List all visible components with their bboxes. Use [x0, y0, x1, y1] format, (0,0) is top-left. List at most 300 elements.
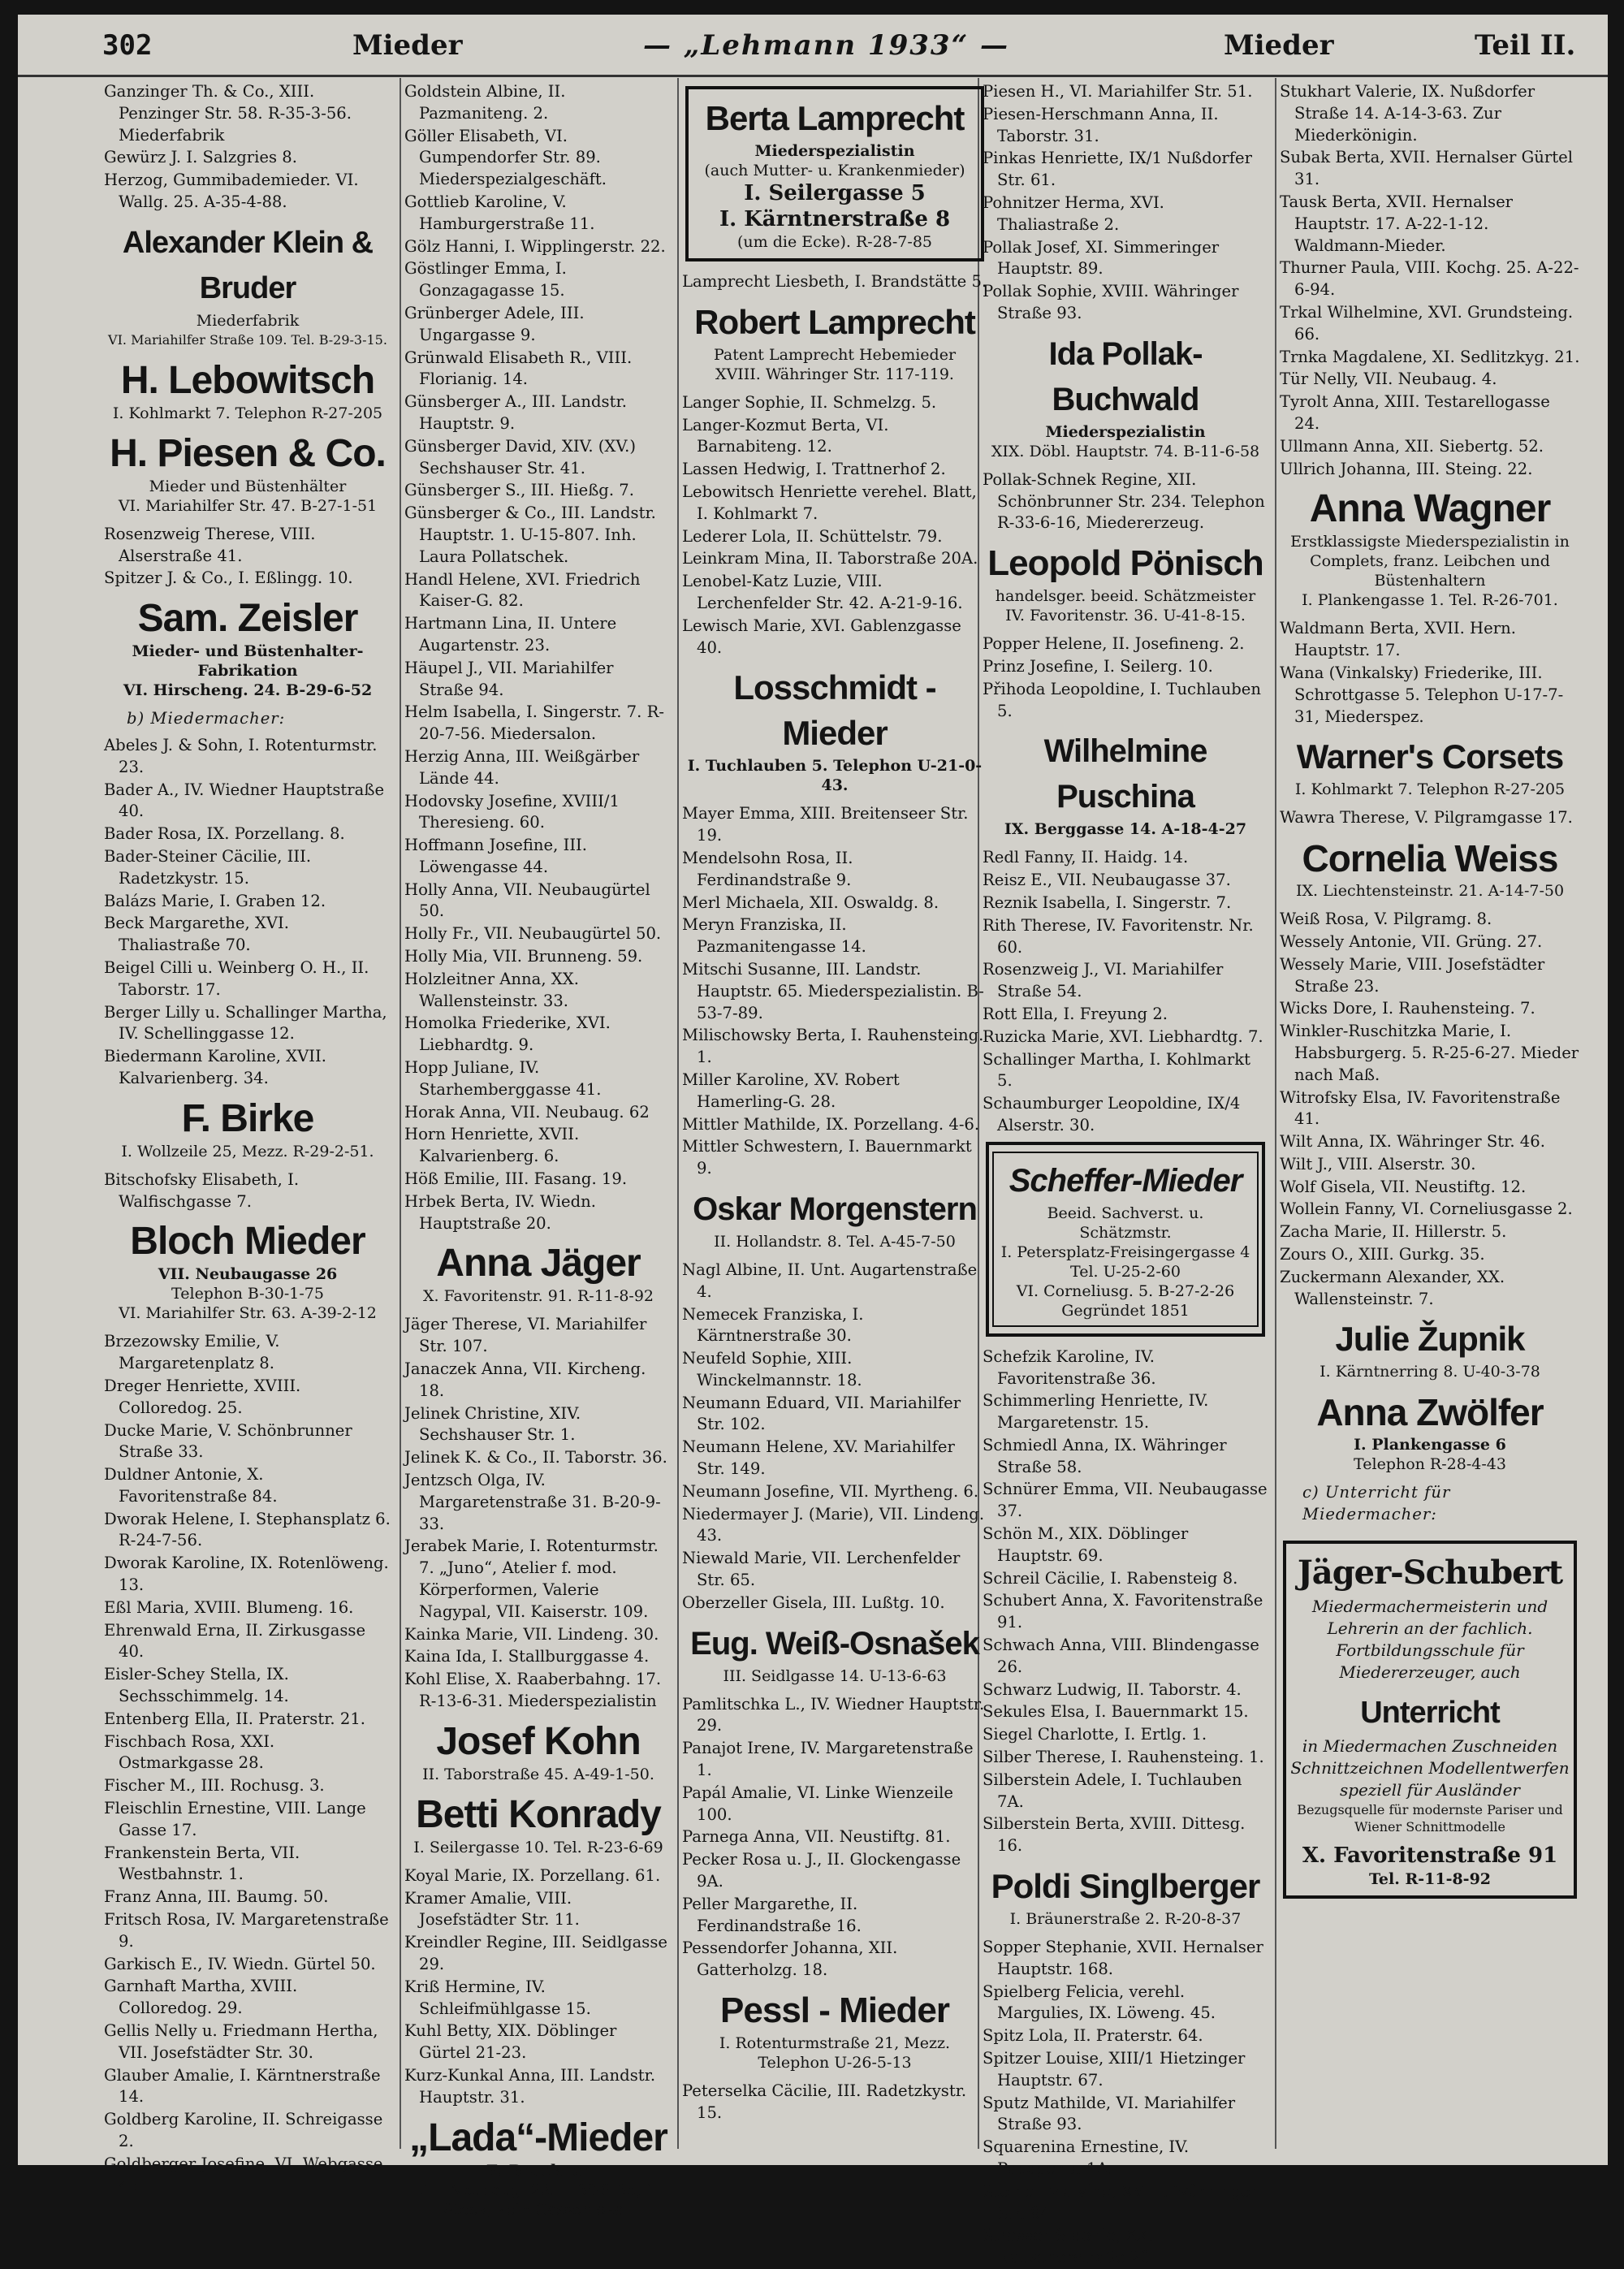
- advert-name: Cornelia Weiss: [1302, 837, 1558, 880]
- entry: Kuhl Betty, XIX. Döblinger Gürtel 21-23.: [404, 2021, 617, 2063]
- entry: Berger Lilly u. Schallinger Martha, IV. Schellinggasse 12.: [104, 1002, 387, 1044]
- advert-line: I. Petersplatz-Freisingergasse 4: [1000, 1243, 1250, 1261]
- entry: Garkisch E., IV. Wiedn. Gürtel 50.: [104, 1954, 376, 1973]
- advert: [1280, 486, 1580, 610]
- entry: Spitzer Louise, XIII/1 Hietzinger Hauptstr. 67.: [983, 2049, 1246, 2090]
- advert-line: III. Seidlgasse 14. U-13-6-63: [723, 1666, 947, 1685]
- entry: Horak Anna, VII. Neubaug. 62: [404, 1102, 650, 1122]
- advert-line: X. Favoritenstraße 91: [1302, 1843, 1558, 1869]
- entry: Neumann Helene, XV. Mariahilfer Str. 149.: [682, 1437, 955, 1479]
- entry: Hopp Juliane, IV. Starhemberggasse 41.: [404, 1058, 602, 1099]
- advert-line: handelsger. beeid. Schätzmeister: [995, 587, 1256, 606]
- entry: Schmiedl Anna, IX. Währinger Straße 58.: [983, 1435, 1227, 1476]
- entry: Zacha Marie, II. Hillerstr. 5.: [1280, 1222, 1507, 1242]
- advert: [104, 596, 391, 700]
- advert: [682, 300, 987, 384]
- advert-name: H. Lebowitsch: [120, 358, 375, 402]
- entry: Franz Anna, III. Baumg. 50.: [104, 1887, 329, 1907]
- column-1: [104, 81, 391, 2195]
- entry: Schimmerling Henriette, IV. Margaretenstr. 15.: [983, 1391, 1209, 1433]
- column-rule: [677, 78, 679, 2149]
- advert: [1280, 1389, 1580, 1474]
- entry: Nemecek Franziska, I. Kärntnerstraße 30.: [682, 1304, 864, 1346]
- advert: [983, 331, 1268, 461]
- entry: Pessendorfer Johanna, XII. Gatterholzg. 18.: [682, 1938, 898, 1980]
- entry: Kriß Hermine, IV. Schleifmühlgasse 15.: [404, 1977, 591, 2018]
- entry: Herzig Anna, III. Weißgärber Lände 44.: [404, 746, 640, 788]
- entry: Trnka Magdalene, XI. Sedlitzkyg. 21.: [1280, 347, 1580, 366]
- entry: Pinkas Henriette, IX/1 Nußdorfer Str. 61.: [983, 149, 1252, 190]
- entry: Holly Fr., VII. Neubaugürtel 50.: [404, 924, 662, 944]
- column-2: [404, 81, 672, 2219]
- advert-line: I. Tuchlauben 5. Telephon U-21-0-43.: [687, 757, 983, 795]
- advert-line: Telephon R-28-4-43: [1354, 1455, 1506, 1474]
- entry: Schubert Anna, X. Favoritenstraße 91.: [983, 1591, 1263, 1632]
- advert: [983, 1864, 1268, 1929]
- advert-name: Betti Konrady: [416, 1792, 661, 1836]
- advert-line: Miedermachermeisterin und Lehrerin an der fachlich. Fortbildungsschule für Miedererzeuger, auch: [1311, 1597, 1548, 1683]
- entry: Günsberger A., III. Landstr. Hauptstr. 9.: [404, 392, 627, 433]
- entry: Schaumburger Leopoldine, IX/4 Alserstr. 30.: [983, 1094, 1241, 1134]
- entry: Jäger Therese, VI. Mariahilfer Str. 107.: [404, 1315, 647, 1356]
- entry: Přihoda Leopoldine, I. Tuchlauben 5.: [983, 679, 1261, 720]
- entry: Schwarz Ludwig, II. Taborstr. 4.: [983, 1679, 1242, 1699]
- advert-line: IX. Berggasse 14. A-18-4-27: [1004, 820, 1247, 839]
- entry: Weiß Rosa, V. Pilgramg. 8.: [1280, 910, 1492, 929]
- entry: Redl Fanny, II. Haidg. 14.: [983, 848, 1189, 867]
- entry: Lenobel-Katz Luzie, VIII. Lerchenfelder Str. 42. A-21-9-16.: [682, 572, 963, 612]
- advert: [1280, 836, 1580, 901]
- entry: Rosenzweig Therese, VIII. Alserstraße 41.: [104, 524, 316, 565]
- entry: Abeles J. & Sohn, I. Rotenturmstr. 23.: [104, 735, 378, 776]
- entry: Hartmann Lina, II. Untere Augartenstr. 23.: [404, 614, 617, 655]
- advert-name: „Lada“-Mieder: [409, 2116, 667, 2159]
- advert-name: Sam. Zeisler: [137, 597, 358, 641]
- entry: Gottlieb Karoline, V. Hamburgerstraße 11.: [404, 192, 595, 233]
- entry: Subak Berta, XVII. Hernalser Gürtel 31.: [1280, 148, 1574, 189]
- entry: Neufeld Sophie, XIII. Winckelmannstr. 18.: [682, 1349, 862, 1389]
- entry: Wawra Therese, V. Pilgramgasse 17.: [1280, 808, 1573, 828]
- subsection-heading: c) Unterricht für Miedermacher:: [1302, 1483, 1451, 1524]
- entry: Jentzsch Olga, IV. Margaretenstraße 31. B-20-9-33.: [404, 1471, 661, 1533]
- entry: Pollak Sophie, XVIII. Währinger Straße 93.: [983, 282, 1239, 322]
- entry: Schwach Anna, VIII. Blindengasse 26.: [983, 1636, 1259, 1676]
- advert: [104, 358, 391, 423]
- entry: Niedermayer J. (Marie), VII. Lindeng. 43.: [682, 1504, 985, 1545]
- entry: Thurner Paula, VIII. Kochg. 25. A-22-6-94.: [1280, 258, 1579, 300]
- entry: Gölz Hanni, I. Wipplingerstr. 22.: [404, 236, 666, 256]
- advert-line: IX. Liechtensteinstr. 21. A-14-7-50: [1295, 882, 1565, 901]
- entry: Meryn Franziska, II. Pazmanitengasse 14.: [682, 915, 866, 957]
- advert: [992, 1152, 1259, 1327]
- advert-line: VI. Mariahilfer Straße 109. Tel. B-29-3-15.: [108, 331, 387, 348]
- entry: Popper Helene, II. Josefineng. 2.: [983, 634, 1245, 654]
- entry: Fleischlin Ernestine, VIII. Lange Gasse 17.: [104, 1799, 366, 1839]
- advert-line: Tel. U-25-2-60: [1070, 1262, 1181, 1281]
- advert-line: in Miedermachen Zuschneiden Schnittzeichnen Modellentwerfen speziell für Ausländer: [1290, 1736, 1570, 1800]
- entry: Parnega Anna, VII. Neustiftg. 81.: [682, 1827, 951, 1847]
- advert-line: Bezugsquelle für modernste Pariser und Wiener Schnittmodelle: [1297, 1802, 1563, 1835]
- entry: Häupel J., VII. Mariahilfer Straße 94.: [404, 658, 614, 699]
- section-label-left: Mieder: [352, 29, 463, 62]
- advert-line: I. Kärntnerstraße 8: [719, 207, 951, 231]
- entry: Glauber Amalie, I. Kärntnerstraße 14.: [104, 2065, 381, 2107]
- entry: Papál Amalie, VI. Linke Wienzeile 100.: [682, 1783, 953, 1824]
- advert-name: Josef Kohn: [436, 1719, 641, 1763]
- advert-name: Wilhelmine Puschina: [1043, 733, 1207, 815]
- entry: Tür Nelly, VII. Neubaug. 4.: [1280, 370, 1497, 389]
- entry: Goldberg Karoline, II. Schreigasse 2.: [104, 2110, 383, 2150]
- entry: Tyrolt Anna, XIII. Testarellogasse 24.: [1280, 392, 1550, 433]
- advert-line: X. Favoritenstr. 91. R-11-8-92: [423, 1287, 654, 1306]
- advert: [682, 1186, 987, 1251]
- advert-line: I. Kohlmarkt 7. Telephon R-27-205: [1294, 780, 1566, 799]
- entry: Wana (Vinkalsky) Friederike, III. Schrottgasse 5. Telephon U-17-7-31, Miederspez.: [1280, 663, 1564, 726]
- entry: Merl Michaela, XII. Oswaldg. 8.: [682, 892, 939, 912]
- advert: [104, 1219, 391, 1323]
- entry: Schallinger Martha, I. Kohlmarkt 5.: [983, 1049, 1250, 1091]
- entry: Lebowitsch Henriette verehel. Blatt, I. Kohlmarkt 7.: [682, 482, 977, 523]
- advert-line: I. Bräunerstraße 2. R-20-8-37: [1009, 1910, 1242, 1929]
- entry: Eßl Maria, XVIII. Blumeng. 16.: [104, 1597, 354, 1617]
- entry: Gewürz J. I. Salzgries 8.: [104, 148, 297, 167]
- entry: Trkal Wilhelmine, XVI. Grundsteing. 66.: [1280, 302, 1574, 344]
- entry: Ehrenwald Erna, II. Zirkusgasse 40.: [104, 1620, 366, 1662]
- entry: Witrofsky Elsa, IV. Favoritenstraße 41.: [1280, 1087, 1561, 1129]
- advert-line: Unterricht: [1360, 1696, 1500, 1731]
- entry: Ganzinger Th. & Co., XIII. Penzinger Str. 58. R-35-3-56. Miederfabrik: [104, 82, 352, 145]
- entry: Jelinek K. & Co., II. Taborstr. 36.: [404, 1448, 667, 1467]
- entry: Kurz-Kunkal Anna, III. Landstr. Hauptstr. 31.: [404, 2065, 656, 2107]
- entry: Grünberger Adele, III. Ungargasse 9.: [404, 303, 585, 344]
- entry: Sekules Elsa, I. Bauernmarkt 15.: [983, 1702, 1249, 1722]
- entry: Lederer Lola, II. Schüttelstr. 79.: [682, 526, 943, 546]
- advert-line: I. Wollzeile 25, Mezz. R-29-2-51.: [121, 1142, 374, 1160]
- entry: Schefzik Karoline, IV. Favoritenstraße 36.: [983, 1346, 1156, 1388]
- advert: [1280, 1316, 1580, 1381]
- part-label: Teil II.: [1475, 29, 1576, 62]
- entry: Piesen-Herschmann Anna, II. Taborstr. 31.: [983, 104, 1219, 145]
- entry: Waldmann Berta, XVII. Hern. Hauptstr. 17.: [1280, 619, 1516, 660]
- entry: Siegel Charlotte, I. Ertlg. 1.: [983, 1725, 1207, 1744]
- entry: Kainka Marie, VII. Lindeng. 30.: [404, 1624, 659, 1644]
- entry: Mayer Emma, XIII. Breitenseer Str. 19.: [682, 804, 969, 845]
- entry: Beigel Cilli u. Weinberg O. H., II. Taborstr. 17.: [104, 957, 369, 999]
- entry: Dreger Henriette, XVIII. Colloredog. 25.: [104, 1376, 301, 1417]
- advert-line: I. Seilergasse 10. Tel. R-23-6-69: [413, 1838, 663, 1856]
- entry: Holly Mia, VII. Brunneng. 59.: [404, 947, 643, 966]
- advert-line: II. Taborstraße 45. A-49-1-50.: [422, 1765, 654, 1783]
- entry: Biedermann Karoline, XVII. Kalvarienberg. 34.: [104, 1047, 326, 1087]
- entry: Lewisch Marie, XVI. Gablenzgasse 40.: [682, 616, 961, 657]
- entry: Mittler Mathilde, IX. Porzellang. 4-6.: [682, 1114, 980, 1134]
- entry: Schreil Cäcilie, I. Rabensteig 8.: [983, 1568, 1238, 1588]
- advert-line: Beeid. Sachverst. u. Schätzmstr.: [1047, 1204, 1204, 1242]
- advert-name: F. Birke: [181, 1096, 314, 1140]
- advert: [104, 1096, 391, 1161]
- entry: Tausk Berta, XVII. Hernalser Hauptstr. 17. A-22-1-12. Waldmann-Mieder.: [1280, 192, 1514, 255]
- advert-line: I. Kohlmarkt 7. Telephon R-27-205: [112, 404, 383, 422]
- advert-name: Robert Lamprecht: [694, 302, 975, 341]
- advert-line: VII. Neubaug. 28. B-30-8-35, 1. Stock, kein Gassenlokal.: [416, 2180, 661, 2219]
- column-5: [1280, 81, 1580, 2148]
- entry: Günsberger S., III. Hießg. 7.: [404, 481, 634, 500]
- entry: Mittler Schwestern, I. Bauernmarkt 9.: [682, 1137, 972, 1178]
- entry: Frankenstein Berta, VII. Westbahnstr. 1.: [104, 1843, 300, 1884]
- advert-line: Miederfabrik: [196, 311, 300, 330]
- entry: Duldner Antonie, X. Favoritenstraße 84.: [104, 1465, 278, 1506]
- advert: [404, 1719, 672, 1784]
- advert: [404, 2116, 672, 2219]
- entry: Jerabek Marie, I. Rotenturmstr. 7. „Juno“, Atelier f. mod. Körperformen, Valerie Nagypal, VII. Kaiserstr. 109.: [404, 1536, 659, 1621]
- entry: Ruzicka Marie, XVI. Liebhardtg. 7.: [983, 1026, 1263, 1046]
- advert-name: Pessl - Mieder: [720, 1990, 949, 2031]
- entry: Eisler-Schey Stella, IX. Sechsschimmelg. 14.: [104, 1665, 289, 1706]
- entry: Zours O., XIII. Gurkg. 35.: [1280, 1245, 1485, 1264]
- entry: Stukhart Valerie, IX. Nußdorfer Straße 14. A-14-3-63. Zur Miederkönigin.: [1280, 82, 1535, 145]
- entry: Kramer Amalie, VIII. Josefstädter Str. 11.: [404, 1888, 580, 1930]
- entry: Leinkram Mina, II. Taborstraße 20A.: [682, 549, 978, 568]
- entry: Fischer M., III. Rochusg. 3.: [104, 1776, 325, 1796]
- advert-line: Mieder und Büstenhälter: [149, 477, 347, 495]
- entry: Holzleitner Anna, XX. Wallensteinstr. 33.: [404, 969, 579, 1010]
- advert-name: Eug. Weiß-Osnašek: [690, 1625, 979, 1662]
- advert-name: Warner's Corsets: [1296, 737, 1564, 776]
- entry: Neumann Eduard, VII. Mariahilfer Str. 102.: [682, 1393, 961, 1434]
- advert: [1289, 1550, 1570, 1889]
- section-label-right: Mieder: [1224, 29, 1334, 62]
- entry: Rosenzweig J., VI. Mariahilfer Straße 54.: [983, 960, 1224, 1001]
- entry: Mitschi Susanne, III. Landstr. Hauptstr. 65. Miederspezialistin. B-53-7-89.: [682, 959, 984, 1022]
- entry: Ullmann Anna, XII. Siebertg. 52.: [1280, 436, 1544, 456]
- entry: Brzezowsky Emilie, V. Margaretenplatz 8.: [104, 1332, 280, 1373]
- column-rule: [1275, 78, 1276, 2149]
- entry: Balázs Marie, I. Graben 12.: [104, 891, 326, 910]
- advert-line: Miederspezialistin: [1045, 422, 1206, 441]
- entry: Wilt Anna, IX. Währinger Str. 46.: [1280, 1132, 1545, 1152]
- entry: Grünwald Elisabeth R., VIII. Florianig. 14.: [404, 348, 633, 389]
- entry: Pollak Josef, XI. Simmeringer Hauptstr. 89.: [983, 237, 1220, 279]
- column-3: [682, 81, 987, 2148]
- advert-line: XIX. Döbl. Hauptstr. 74. B-11-6-58: [991, 442, 1260, 460]
- page-header: [18, 15, 1608, 77]
- entry: Prinz Josefine, I. Seilerg. 10.: [983, 656, 1213, 676]
- entry: Entenberg Ella, II. Praterstr. 21.: [104, 1709, 366, 1728]
- advert-line: VI. Mariahilfer Str. 47. B-27-1-51: [118, 496, 378, 515]
- entry: Milischowsky Berta, I. Rauhensteing. 1.: [682, 1026, 984, 1067]
- entry: Strasser Sidonie, XX. Rauscherstraße 29.: [983, 2226, 1156, 2267]
- advert-line: I. Plankengasse 1. Tel. R-26-701.: [1302, 591, 1558, 610]
- entry: Hoffmann Josefine, III. Löwengasse 44.: [404, 836, 588, 876]
- entry: Panajot Irene, IV. Margaretenstraße 1.: [682, 1739, 974, 1780]
- entry: Garnhaft Martha, XVIII. Colloredog. 29.: [104, 1977, 298, 2018]
- entry: Goldberger Josefine, VI. Webgasse 45.: [104, 2154, 383, 2195]
- entry: Beck Margarethe, XVI. Thaliastraße 70.: [104, 914, 289, 955]
- advert-line: VI. Hirscheng. 24. B-29-6-52: [123, 681, 373, 700]
- advert: [1280, 734, 1580, 799]
- advert-name: Scheffer-Mieder: [1009, 1162, 1242, 1199]
- entry: Wessely Marie, VIII. Josefstädter Straße 23.: [1280, 954, 1545, 996]
- advert-line: VII. Neubaugasse 26: [158, 1265, 338, 1284]
- advert: [404, 1241, 672, 1306]
- entry: Goldstein Albine, II. Pazmaniteng. 2.: [404, 82, 566, 123]
- entry: Göller Elisabeth, VI. Gumpendorfer Str. 89. Miederspezialgeschäft.: [404, 126, 607, 189]
- entry: Niewald Marie, VII. Lerchenfelder Str. 65.: [682, 1549, 961, 1590]
- page-number: 302: [102, 29, 153, 62]
- column-4: [983, 81, 1268, 2267]
- advert-name: Ida Pollak-Buchwald: [1048, 335, 1203, 417]
- entry: Rith Therese, IV. Favoritenstr. Nr. 60.: [983, 915, 1254, 957]
- framed-advert: [1283, 1541, 1577, 1899]
- framed-advert: [685, 86, 984, 261]
- entry: Wollein Fanny, VI. Corneliusgasse 2.: [1280, 1199, 1573, 1219]
- advert: [682, 1621, 987, 1686]
- advert-line: XVIII. Währinger Str. 117-119.: [715, 365, 954, 383]
- entry: Pecker Rosa u. J., II. Glockengasse 9A.: [682, 1850, 961, 1891]
- entry: Spielberg Felicia, verehl. Margulies, IX. Löweng. 45.: [983, 1982, 1216, 2023]
- entry: Kohl Elise, X. Raaberbahng. 17. R-13-6-31. Miederspezialistin: [404, 1670, 662, 1710]
- directory-page: [18, 15, 1608, 2267]
- entry: Horn Henriette, XVII. Kalvarienberg. 6.: [404, 1125, 580, 1166]
- entry: Hodovsky Josefine, XVIII/1 Theresieng. 60.: [404, 791, 620, 832]
- advert-name: Anna Zwölfer: [1316, 1391, 1544, 1434]
- entry: Handl Helene, XVI. Friedrich Kaiser-G. 82.: [404, 569, 641, 611]
- entry: Winkler-Ruschitzka Marie, I. Habsburgerg. 5. R-25-6-27. Mieder nach Maß.: [1280, 1022, 1579, 1084]
- entry: Silberstein Berta, XVIII. Dittesg. 16.: [983, 1814, 1246, 1856]
- advert-name: H. Piesen & Co.: [110, 431, 386, 475]
- entry: Wicks Dore, I. Rauhensteing. 7.: [1280, 999, 1535, 1018]
- entry: Wessely Antonie, VII. Grüng. 27.: [1280, 931, 1543, 951]
- entry: Herzog, Gummibademieder. VI. Wallg. 25. A-35-4-88.: [104, 171, 359, 211]
- advert-name: Anna Wagner: [1309, 487, 1551, 531]
- advert-line: Miederspezialistin: [754, 142, 915, 160]
- entry: Mendelsohn Rosa, II. Ferdinandstraße 9.: [682, 848, 853, 889]
- entry: Schnürer Emma, VII. Neubaugasse 37.: [983, 1480, 1268, 1521]
- advert-line: Telephon U-26-5-13: [758, 2054, 912, 2072]
- advert-name: Bloch Mieder: [130, 1220, 365, 1264]
- entry: Holly Anna, VII. Neubaugürtel 50.: [404, 880, 650, 921]
- entry: Jelinek Christine, XIV. Sechshauser Str. 1.: [404, 1403, 581, 1445]
- entry: Zuckermann Alexander, XX. Wallensteinstr. 7.: [1280, 1267, 1505, 1308]
- entry: Silber Therese, I. Rauhensteing. 1.: [983, 1748, 1264, 1767]
- entry: Bader Rosa, IX. Porzellang. 8.: [104, 824, 345, 844]
- entry: Ullrich Johanna, III. Steing. 22.: [1280, 459, 1533, 478]
- entry: Koyal Marie, IX. Porzellang. 61.: [404, 1865, 661, 1885]
- advert-line: Tel. R-11-8-92: [1368, 1870, 1492, 1889]
- entry: Squarenina Ernestine, IV. Papageng. 1A.: [983, 2137, 1190, 2178]
- advert-line: IV. Favoritenstr. 36. U-41-8-15.: [1005, 607, 1246, 625]
- entry: Fritsch Rosa, IV. Margaretenstraße 9.: [104, 1910, 389, 1951]
- entry: Bitschofsky Elisabeth, I. Walfischgasse 7.: [104, 1169, 300, 1211]
- advert-name: Leopold Pönisch: [987, 543, 1263, 584]
- entry: Pamlitschka L., IV. Wiedner Hauptstr. 29.: [682, 1694, 985, 1735]
- entry: Göstlinger Emma, I. Gonzagagasse 15.: [404, 259, 567, 300]
- entry: Pohnitzer Herma, XVI. Thaliastraße 2.: [983, 192, 1164, 234]
- entry: Steiner Malvine, XVIII. Währinger Str. 94.: [983, 2181, 1259, 2223]
- advert: [983, 541, 1268, 625]
- entry: Langer-Kozmut Berta, VI. Barnabiteng. 12.: [682, 415, 889, 456]
- entry: Pollak-Schnek Regine, XII. Schönbrunner Str. 234. Telephon R-33-6-16, Miedererzeug.: [983, 469, 1265, 533]
- entry: Hrbek Berta, IV. Wiedn. Hauptstraße 20.: [404, 1191, 597, 1233]
- entry: Schön M., XIX. Döblinger Hauptstr. 69.: [983, 1524, 1189, 1565]
- entry: Dworak Helene, I. Stephansplatz 6. R-24-7-56.: [104, 1509, 391, 1550]
- entry: Neumann Josefine, VII. Myrtheng. 6.: [682, 1481, 979, 1501]
- advert-name: Anna Jäger: [436, 1242, 641, 1286]
- advert-line: Erstklassigste Miederspezialistin in Complets, franz. Leibchen und Büstenhaltern: [1290, 533, 1570, 590]
- entry: Dworak Karoline, IX. Rotenlöweng. 13.: [104, 1554, 389, 1595]
- advert-line: (um die Ecke). R-28-7-85: [737, 233, 932, 251]
- entry: Oberzeller Gisela, III. Lußtg. 10.: [682, 1593, 945, 1612]
- column-rule: [400, 78, 401, 2149]
- entry: Miller Karoline, XV. Robert Hamerling-G. 28.: [682, 1070, 900, 1111]
- running-title: — „Lehmann 1933“ —: [643, 29, 1009, 62]
- entry: Wolf Gisela, VII. Neustiftg. 12.: [1280, 1177, 1527, 1196]
- advert: [404, 1792, 672, 1857]
- advert: [983, 728, 1268, 839]
- advert-line: VI. Mariahilfer Str. 63. A-39-2-12: [119, 1304, 377, 1323]
- advert-name: Julie Župnik: [1335, 1320, 1525, 1359]
- entry: Ducke Marie, V. Schönbrunner Straße 33.: [104, 1420, 352, 1462]
- advert-name: Oskar Morgenstern: [693, 1191, 977, 1227]
- entry: Gellis Nelly u. Friedmann Hertha, VII. Josefstädter Str. 30.: [104, 2021, 378, 2062]
- advert-name: Losschmidt - Mieder: [733, 668, 936, 753]
- entry: Piesen H., VI. Mariahilfer Str. 51.: [983, 82, 1253, 101]
- advert-line: Gegründet 1851: [1061, 1301, 1190, 1320]
- entry: Homolka Friederike, XVI. Liebhardtg. 9.: [404, 1013, 611, 1055]
- subsection-heading: b) Miedermacher:: [127, 709, 286, 728]
- advert-line: II. Hollandstr. 8. Tel. A-45-7-50: [714, 1232, 956, 1251]
- entry: Lamprecht Liesbeth, I. Brandstätte 5.: [682, 272, 987, 291]
- entry: Rott Ella, I. Freyung 2.: [983, 1004, 1168, 1023]
- entry: Kaina Ida, I. Stallburggasse 4.: [404, 1647, 650, 1666]
- entry: Günsberger & Co., III. Landstr. Hauptstr. 1. U-15-807. Inh. Laura Pollatschek.: [404, 504, 656, 566]
- advert-name: Alexander Klein & Bruder: [122, 225, 374, 305]
- entry: Nagl Albine, II. Unt. Augartenstraße 4.: [682, 1260, 978, 1301]
- entry: Sopper Stephanie, XVII. Hernalser Hauptstr. 168.: [983, 1938, 1263, 1978]
- advert: [682, 665, 987, 795]
- entry: Günsberger David, XIV. (XV.) Sechshauser Str. 41.: [404, 436, 636, 478]
- advert-line: I. Seilergasse 5: [744, 181, 926, 205]
- entry: Silberstein Adele, I. Tuchlauben 7A.: [983, 1770, 1242, 1811]
- advert: [104, 220, 391, 350]
- entry: Spitz Lola, II. Praterstr. 64.: [983, 2026, 1203, 2046]
- advert-line: Telephon B-30-1-75: [171, 1285, 324, 1303]
- entry: Bader-Steiner Cäcilie, III. Radetzkystr. 15.: [104, 846, 312, 888]
- entry: Janaczek Anna, VII. Kircheng. 18.: [404, 1359, 646, 1400]
- framed-advert: [986, 1142, 1265, 1337]
- entry: Spitzer J. & Co., I. Eßlingg. 10.: [104, 568, 353, 588]
- entry: Reznik Isabella, I. Singerstr. 7.: [983, 892, 1232, 912]
- advert-name: Poldi Singlberger: [991, 1867, 1260, 1906]
- entry: Langer Sophie, II. Schmelzg. 5.: [682, 392, 937, 412]
- advert-line: I. Plankengasse 6: [1354, 1436, 1506, 1454]
- entry: Peterselka Cäcilie, III. Radetzkystr. 15.: [682, 2081, 967, 2122]
- entry: Helm Isabella, I. Singerstr. 7. R-20-7-56. Miedersalon.: [404, 702, 664, 744]
- advert-line: Patent Lamprecht Hebemieder: [713, 345, 957, 364]
- entry: Reisz E., VII. Neubaugasse 37.: [983, 871, 1231, 890]
- advert-line: I. Kärntnerring 8. U-40-3-78: [1320, 1363, 1540, 1381]
- advert: [692, 96, 978, 252]
- advert: [682, 1988, 987, 2072]
- entry: Peller Margarethe, II. Ferdinandstraße 16.: [682, 1894, 862, 1935]
- entry: Bader A., IV. Wiedner Hauptstraße 40.: [104, 780, 385, 821]
- entry: Sputz Mathilde, VI. Mariahilfer Straße 93.: [983, 2093, 1236, 2134]
- advert-line: Mieder- und Büstenhalter-Fabrikation: [132, 642, 364, 681]
- advert-line: E. Bruckner: [486, 2161, 591, 2180]
- advert-line: (auch Mutter- u. Krankenmieder): [704, 162, 965, 179]
- advert-line: I. Rotenturmstraße 21, Mezz.: [719, 2034, 951, 2053]
- entry: Fischbach Rosa, XXI. Ostmarkgasse 28.: [104, 1731, 275, 1773]
